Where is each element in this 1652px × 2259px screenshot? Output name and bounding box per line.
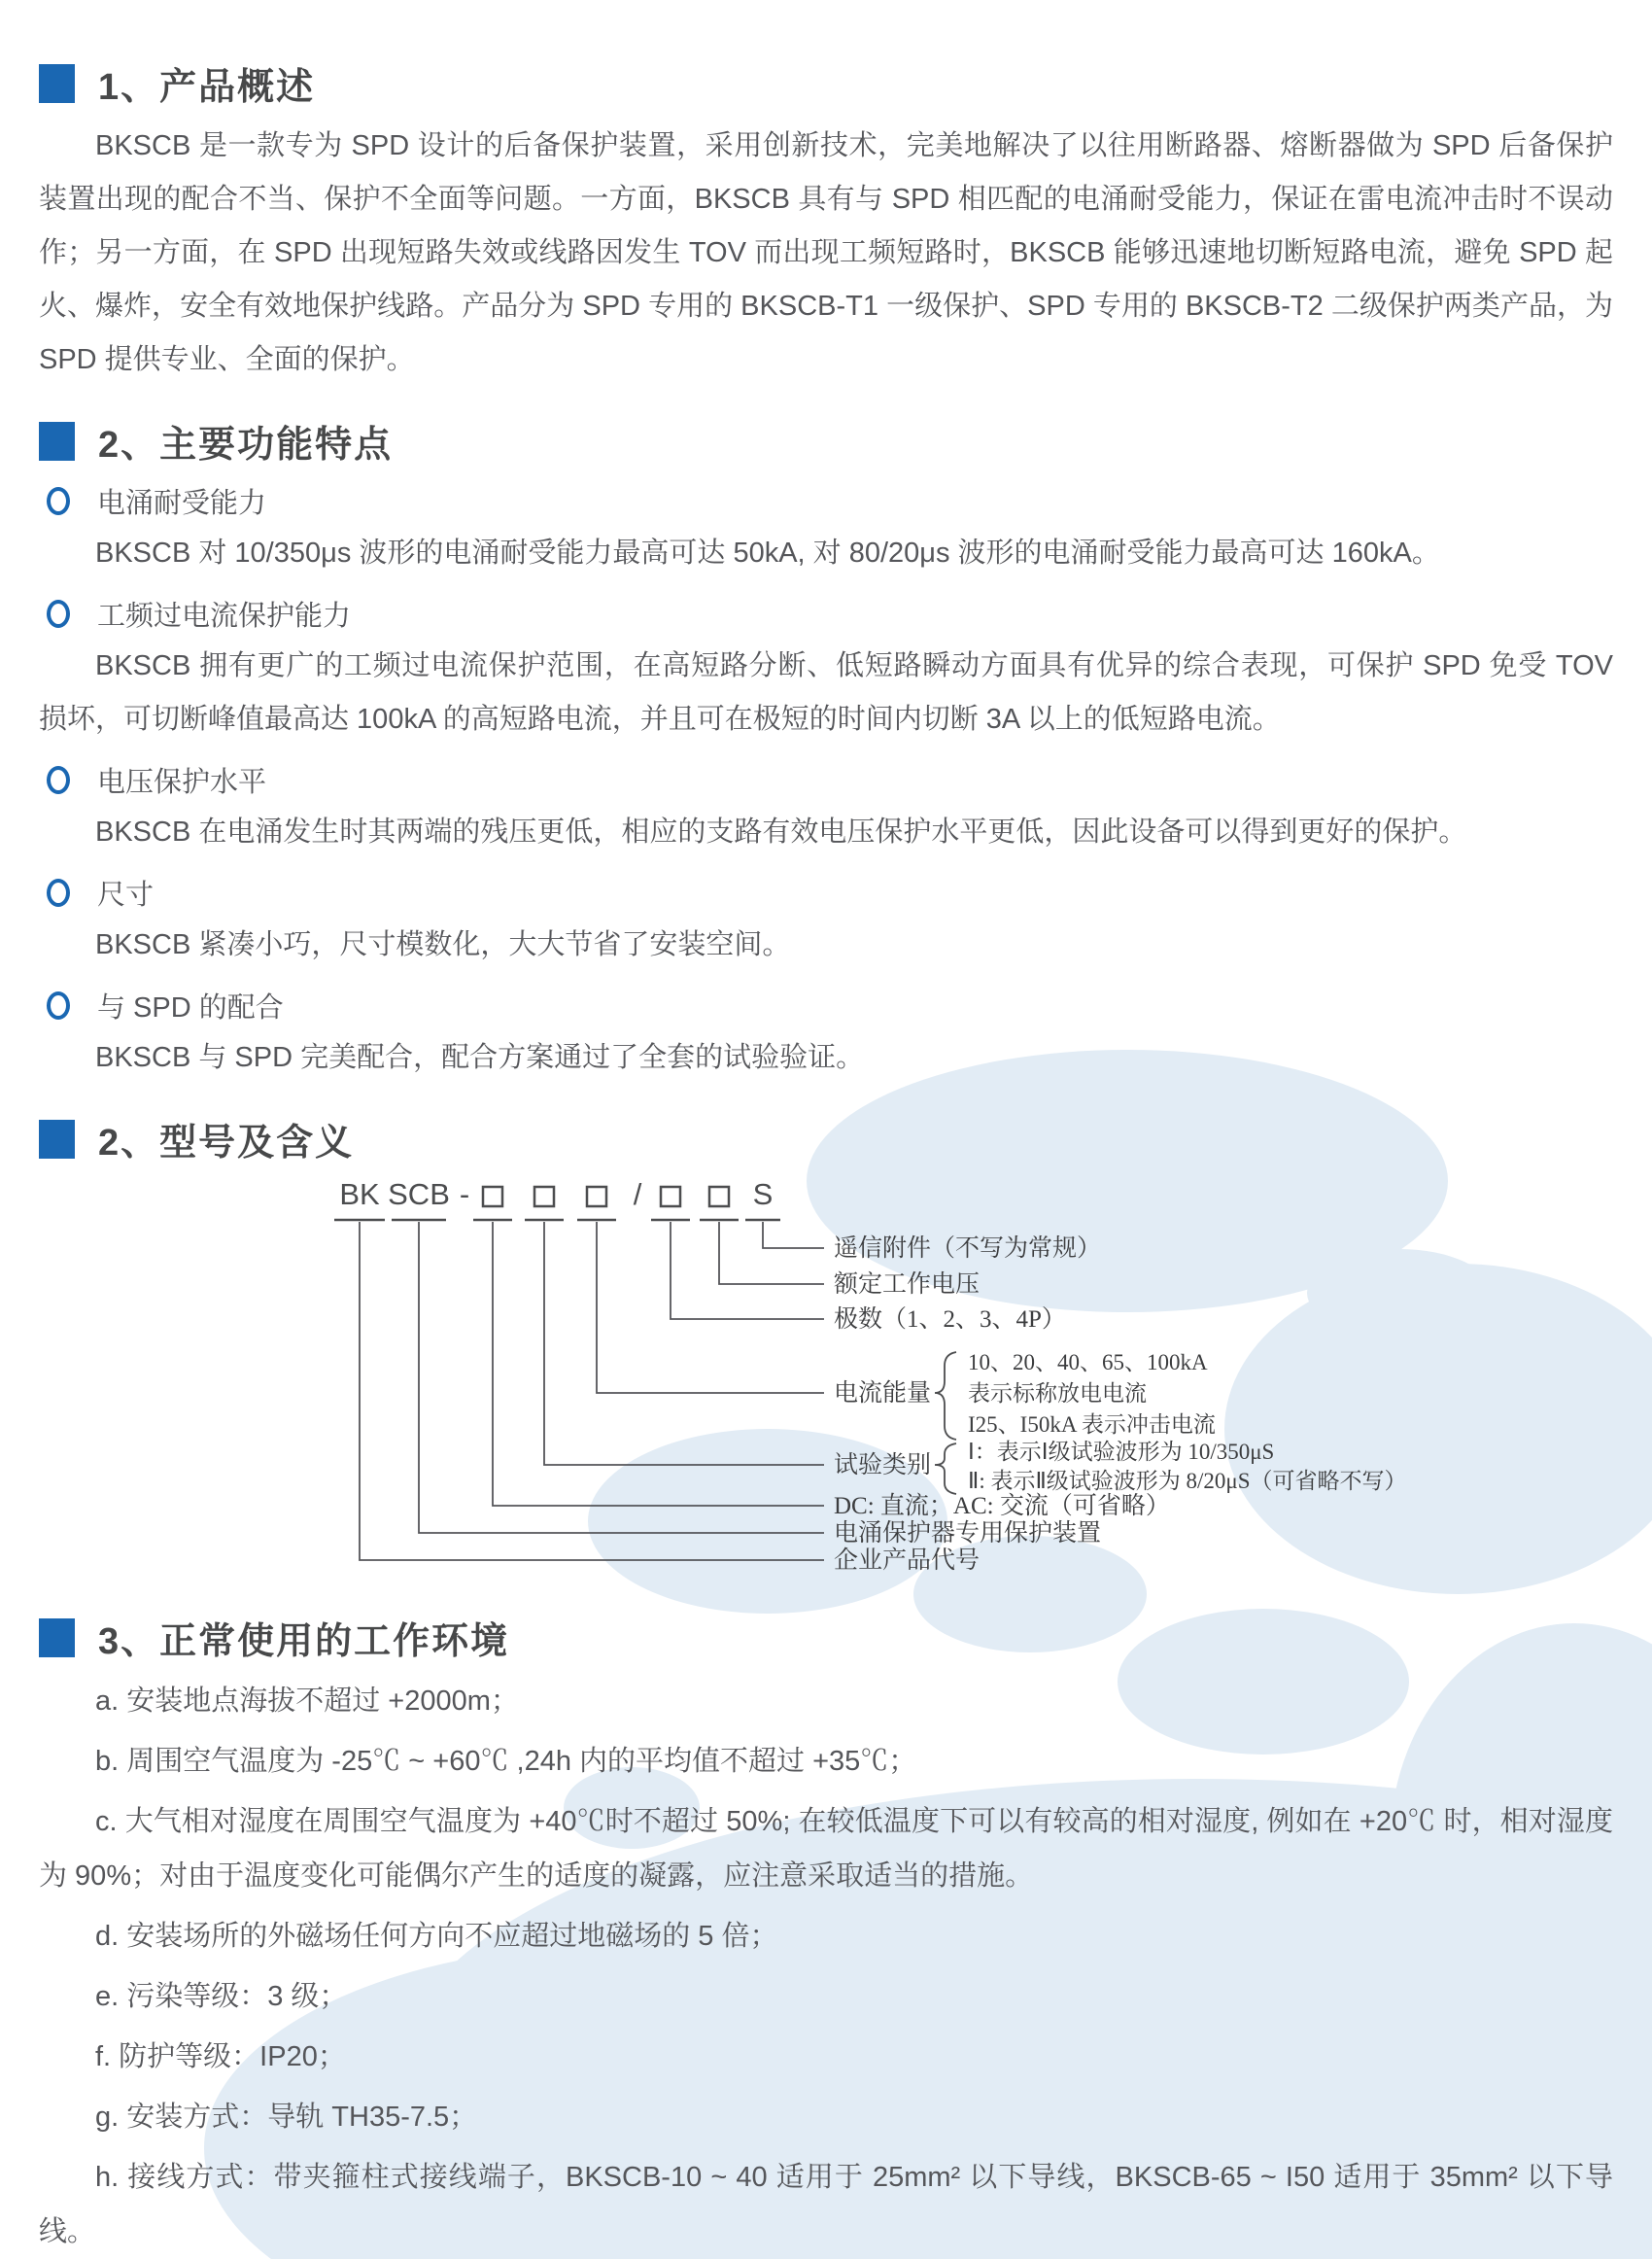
- env-item: a. 安装地点海拔不超过 +2000m；: [95, 1686, 519, 1717]
- section-title: 1、产品概述: [98, 67, 316, 108]
- section-header-model: [39, 1112, 1613, 1165]
- feature-title-row: [47, 481, 1613, 521]
- label-current-energy: 电流能量: [834, 1380, 932, 1407]
- section-header-features: [39, 414, 1613, 468]
- feature-desc: BKSCB 拥有更广的工频过电流保护范围，在高短路分断、低短路瞬动方面具有优异的综合表现，可保护 SPD 免受 TOV 损坏，可切断峰值最高达 100kA 的高短路电流，并且可在极短的时间内切断 3A 以上的低短路电流。: [39, 650, 1613, 735]
- env-item: h. 接线方式：带夹箍柱式接线端子，BKSCB-10 ~ 40 适用于 25mm² 以下导线，BKSCB-65 ~ I50 适用于 35mm² 以下导线。: [39, 2162, 1613, 2247]
- model-token-bk: BK: [339, 1177, 380, 1211]
- model-box: [587, 1187, 606, 1206]
- env-item: g. 安装方式：导轨 TH35-7.5；: [95, 2102, 478, 2133]
- feature-title: 电涌耐受能力: [97, 488, 267, 519]
- env-item: b. 周围空气温度为 -25℃ ~ +60℃ ,24h 内的平均值不超过 +35℃；: [95, 1746, 917, 1777]
- section-header-overview: [39, 56, 1613, 110]
- circle-bullet-icon: [47, 487, 70, 515]
- blue-square-bullet-icon: [39, 64, 75, 103]
- model-token-s: S: [752, 1177, 774, 1211]
- test-category-item: Ⅱ: 表示Ⅱ级试验波形为 8/20μS（可省略不写）: [968, 1469, 1407, 1493]
- model-code-diagram: [39, 1175, 1613, 1583]
- circle-bullet-icon: [47, 991, 70, 1020]
- model-token-scb: SCB: [388, 1177, 450, 1211]
- test-category-item: Ⅰ：表示Ⅰ级试验波形为 10/350μS: [968, 1440, 1275, 1464]
- feature-title: 电压保护水平: [97, 767, 267, 798]
- current-energy-item: 10、20、40、65、100kA: [968, 1350, 1208, 1374]
- blue-square-bullet-icon: [39, 422, 75, 461]
- model-box: [534, 1187, 554, 1206]
- current-energy-item: 表示标称放电电流: [968, 1381, 1147, 1406]
- label-poles: 极数（1、2、3、4P）: [834, 1306, 1066, 1333]
- feature-desc: BKSCB 在电涌发生时其两端的残压更低，相应的支路有效电压保护水平更低，因此设备可以得到更好的保护。: [95, 817, 1467, 848]
- feature-desc: BKSCB 对 10/350μs 波形的电涌耐受能力最高可达 50kA, 对 80/20μs 波形的电涌耐受能力最高可达 160kA。: [95, 538, 1440, 569]
- feature-title-row: [47, 873, 1613, 913]
- section-title: 3、正常使用的工作环境: [98, 1621, 510, 1662]
- label-test-category: 试验类别: [834, 1452, 932, 1478]
- current-energy-item: I25、I50kA 表示冲击电流: [968, 1412, 1216, 1437]
- feature-title: 工频过电流保护能力: [97, 601, 352, 632]
- blue-square-bullet-icon: [39, 1120, 75, 1159]
- env-item: f. 防护等级：IP20；: [95, 2041, 346, 2072]
- label-remote-signal: 遥信附件（不写为常规）: [834, 1235, 1102, 1262]
- section-header-environment: [39, 1611, 1613, 1664]
- label-spd-protector: 电涌保护器专用保护装置: [834, 1520, 1102, 1547]
- overview-paragraph: BKSCB 是一款专为 SPD 设计的后备保护装置，采用创新技术，完美地解决了以往用断路器、熔断器做为 SPD 后备保护装置出现的配合不当、保护不全面等问题。一方面，BKSCB 具有与 SPD 相匹配的电涌耐受能力，保证在雷电流冲击时不误动作；另一方面，在 SPD 出现短路失效或线路因发生 TOV 而出现工频短路时，BKSCB 能够迅速地切断短路电流，避免 SPD 起火、爆炸，安全有效地保护线路。产品分为 SPD 专用的 BKSCB-T1 一级保护、SPD 专用的 BKSCB-T2 二级保护两类产品，为 SPD 提供专业、全面的保护。: [39, 130, 1613, 375]
- feature-desc: BKSCB 与 SPD 完美配合，配合方案通过了全套的试验验证。: [95, 1042, 865, 1073]
- brace: [935, 1352, 956, 1440]
- env-item: d. 安装场所的外磁场任何方向不应超过地磁场的 5 倍；: [95, 1921, 778, 1952]
- label-dc-ac: DC: 直流；AC: 交流（可省略）: [834, 1493, 1170, 1519]
- model-box: [709, 1187, 729, 1206]
- circle-bullet-icon: [47, 600, 70, 628]
- circle-bullet-icon: [47, 766, 70, 794]
- feature-desc: BKSCB 紧凑小巧，尺寸模数化，大大节省了安装空间。: [95, 929, 791, 960]
- feature-title-row: [47, 594, 1613, 634]
- section-title: 2、型号及含义: [98, 1123, 355, 1164]
- model-token-slash: /: [633, 1177, 642, 1211]
- env-item: e. 污染等级：3 级；: [95, 1981, 348, 2012]
- section-title: 2、主要功能特点: [98, 425, 394, 466]
- label-enterprise-code: 企业产品代号: [834, 1547, 981, 1574]
- model-box: [661, 1187, 680, 1206]
- feature-title-row: [47, 986, 1613, 1025]
- blue-square-bullet-icon: [39, 1618, 75, 1657]
- feature-title: 与 SPD 的配合: [97, 992, 284, 1024]
- env-item: c. 大气相对湿度在周围空气温度为 +40℃时不超过 50%; 在较低温度下可以有较高的相对湿度, 例如在 +20℃ 时，相对湿度为 90%；对由于温度变化可能偶尔产生的适度的凝露，应注意采取适当的措施。: [39, 1806, 1613, 1892]
- circle-bullet-icon: [47, 879, 70, 907]
- feature-title-row: [47, 760, 1613, 800]
- brace: [935, 1443, 956, 1494]
- label-rated-voltage: 额定工作电压: [834, 1271, 981, 1298]
- model-token-dash: -: [459, 1177, 470, 1211]
- model-box: [483, 1187, 502, 1206]
- feature-title: 尺寸: [97, 880, 155, 911]
